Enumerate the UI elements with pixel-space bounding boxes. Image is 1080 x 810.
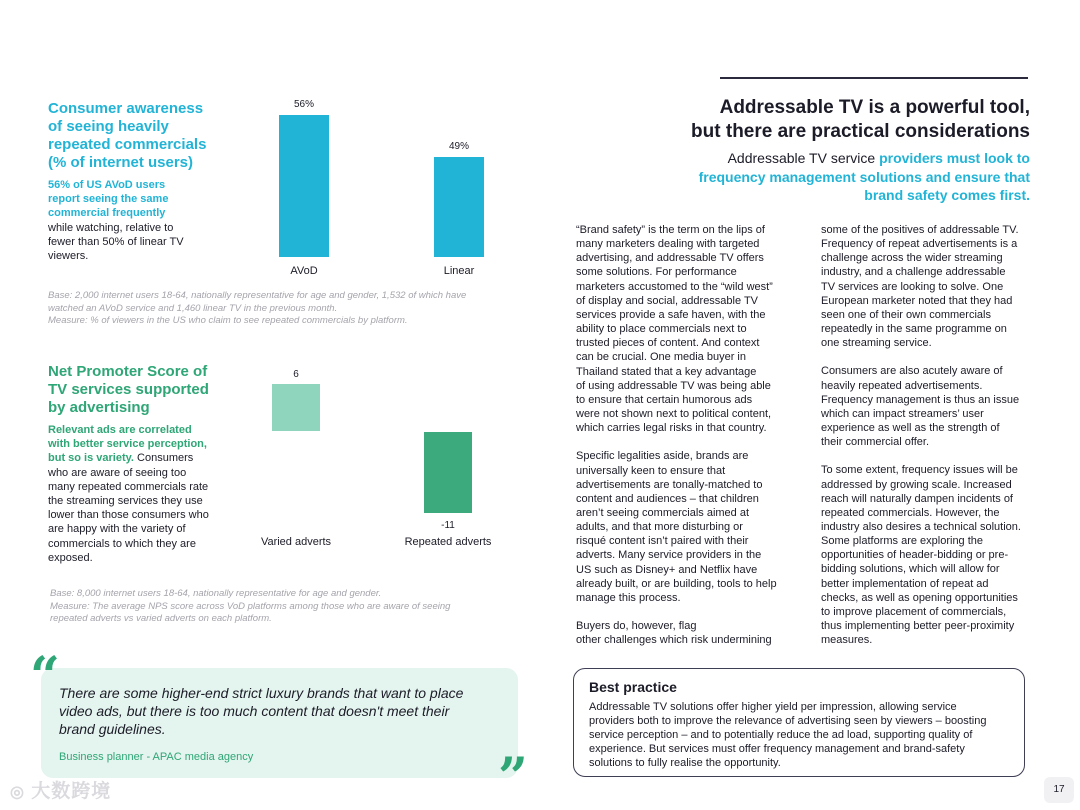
nps-heading: Net Promoter Score of TV services supported by advertising [48,363,209,416]
article-subtitle: Addressable TV service providers must look to frequency management solutions and ensure that brand safety comes first. [698,150,1030,203]
open-quote-icon: “ [30,646,60,707]
nps-chart [250,360,510,555]
paragraph: “Brand safety” is the term on the lips of many marketers dealing with targeted advertising, and addressable TV offers some solutions. For performance marketers accustomed to the “wild west” of display and social, addressable TV services provide a safe haven, with the ability to place commercials next to trusted pieces of content. And context can be crucial. One media buyer in Thailand stated that a key advantage of using addressable TV was being able to ensure that certain humorous ads were not shown next to political content, which carries legal risks in that country. [576,224,773,435]
quote-text: There are some higher-end strict luxury brands that want to place video ads, but there is too much content that doesn't meet their brand guidelines. [59,685,464,737]
article-title: Addressable TV is a powerful tool, but there are practical considerations [691,97,1030,142]
paragraph: some of the positives of addressable TV. Frequency of repeat advertisements is a challenge across the wider streaming industry, and a challenge addressable TV services are looking to solve. One European marketer noted that they had seen one of their own commercials repeatedly in the same programme on one streaming service. [821,224,1019,350]
paragraph: Consumers are also acutely aware of heavily repeated advertisements. Frequency management is thus an issue which can impact streamers’ user experience as well as the strength of their commercial offer. [821,365,1020,449]
page-number: 17 [1044,777,1074,803]
paragraph: Specific legalities aside, brands are universally keen to ensure that advertisements are tonally-matched to content and audiences – that children aren’t seeing commercials aimed at adults, and that more disturbing or risqué content isn’t paired with their adverts. Many service providers in the US such as Disney+ and Netflix have already built, or are building, tools to help manage this process. [576,450,777,604]
title-rule [720,77,1028,79]
nps-text: Relevant ads are correlated with better service perception, but so is variety. Consumers who are aware of seeing too many repeated commercials rate the streaming services they use lower than those consumers who are happy with the variety of commercials to which they are exposed. [48,424,209,564]
watermark-logo: ◎ 大数跨境 [10,781,112,802]
nps-note: Base: 8,000 internet users 18-64, nationally representative for age and gender. Measure: The average NPS score across VoD platforms among those who are aware of seeing repeated adverts vs varied adverts on each platform. [50,588,451,624]
bar-value-label-varied: 6 [293,369,299,380]
bar-category-label-varied: Varied adverts [260,536,332,548]
bar-value-label-repeated: -11 [441,520,455,531]
bar-avod [279,115,329,257]
bar-value-label-linear: 49% [448,141,470,152]
awareness-text: 56% of US AVoD users report seeing the same commercial frequently while watching, relative to fewer than 50% of linear TV viewers. [48,179,184,263]
bar-category-label-linear: Linear [443,265,475,277]
article-column-1 [576,223,806,661]
best-practice-title: Best practice [589,679,677,695]
watermark-icon: ◎ [10,784,25,801]
awareness-note: Base: 2,000 internet users 18-64, nationally representative for age and gender, 1,532 of which have watched an AVoD service and 1,460 linear TV in the previous month. Measure: % of viewers in the US who claim to see repeated commercials by platform. [48,290,467,326]
bar-repeated-adverts [424,432,472,513]
awareness-chart [250,90,510,285]
bar-category-label-avod: AVoD [290,265,318,277]
awareness-heading: Consumer awareness of seeing heavily repeated commercials (% of internet users) [48,100,207,171]
best-practice-text: Addressable TV solutions offer higher yield per impression, allowing service providers both to improve the relevance of advertising seen by viewers – boosting service perception – and to potentially reduce the ad load, supporting quality of experience. But services must offer frequency management and brand-safety solutions to fully realise the opportunity. [589,701,987,770]
bar-varied-adverts [272,384,320,431]
paragraph: Buyers do, however, flag other challenges which risk undermining [576,620,772,647]
paragraph: To some extent, frequency issues will be addressed by growing scale. Increased reach will naturally dampen incidents of repeated commercials. However, the industry also desires a technical solution. Some platforms are exploring the opportunities of header-bidding or pre- bidding solutions, which will allow for better implementation of repeat ad checks, as well as opening opportunities to improve placement of commercials, thus implementing better peer-proximity measures. [821,464,1021,647]
quote-attribution: Business planner - APAC media agency [59,751,254,763]
close-quote-icon: ” [498,747,528,808]
bar-value-label-avod: 56% [293,99,315,110]
article-column-2 [821,223,1041,661]
bar-linear [434,157,484,257]
bar-category-label-repeated: Repeated adverts [404,536,492,548]
